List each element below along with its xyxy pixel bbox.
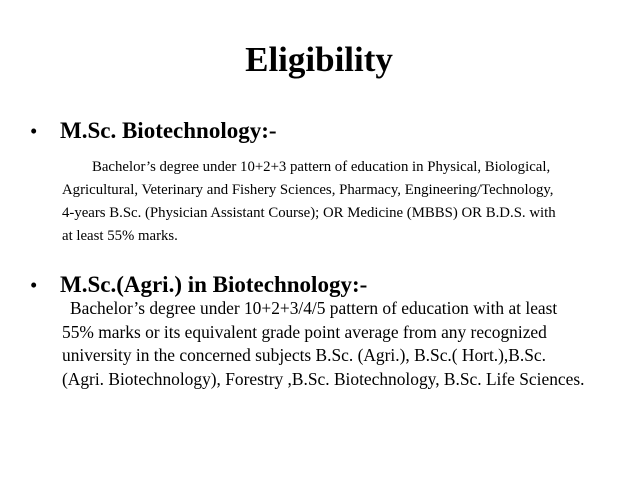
paragraph-line: Agricultural, Veterinary and Fishery Sciences, Pharmacy, Engineering/Technology,	[62, 182, 554, 198]
section-paragraph	[62, 297, 584, 391]
slide-title: Eligibility	[245, 40, 393, 79]
section-heading: M.Sc.(Agri.) in Biotechnology:-	[60, 272, 368, 297]
paragraph-line: (Agri. Biotechnology), Forestry ,B.Sc. Biotechnology, B.Sc. Life Sciences.	[62, 368, 585, 389]
paragraph-line: 55% marks or its equivalent grade point average from any recognized	[62, 321, 547, 342]
paragraph-line: Bachelor’s degree under 10+2+3 pattern of education in Physical, Biological,	[92, 159, 551, 175]
bullet-icon: •	[30, 119, 38, 143]
section-heading: M.Sc. Biotechnology:-	[60, 118, 277, 143]
bullet-msc-biotechnology	[30, 116, 277, 146]
bullet-icon: •	[30, 273, 38, 297]
paragraph-line: university in the concerned subjects B.Sc. (Agri.), B.Sc.( Hort.),B.Sc.	[62, 345, 546, 365]
section-paragraph	[62, 156, 556, 248]
paragraph-line: at least 55% marks.	[62, 228, 178, 244]
paragraph-line: Bachelor’s degree under 10+2+3/4/5 pattern of education with at least	[70, 298, 558, 318]
paragraph-line: 4-years B.Sc. (Physician Assistant Course); OR Medicine (MBBS) OR B.D.S. with	[62, 205, 556, 221]
bullet-msc-agri-biotechnology	[30, 270, 367, 300]
